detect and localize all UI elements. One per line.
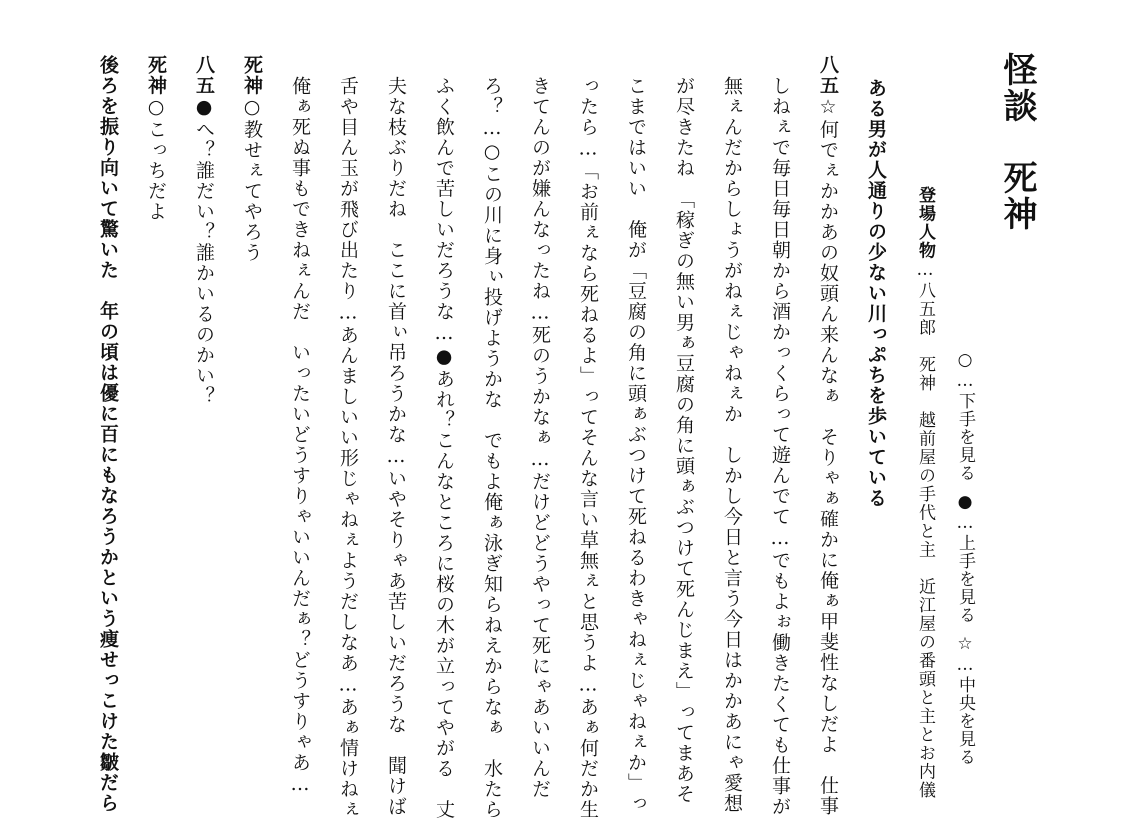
line-text: へ？誰だい？誰かいるのかい？ xyxy=(193,119,215,407)
stage-legend xyxy=(956,350,973,766)
dialogue-line xyxy=(674,76,693,805)
line-text: ったら…「お前ぇなら死ねるよ」ってそんな言い草無ぇと思うよ…あぁ何だか生 xyxy=(577,76,599,820)
legend-item-right: ●…上手を見る xyxy=(955,492,975,624)
line-text: 教せぇてやろう xyxy=(241,119,263,263)
dialogue-line xyxy=(290,76,309,797)
dialogue-line xyxy=(338,76,357,820)
line-text: 夫な枝ぶりだね ここに首ぃ吊ろうかな…いやそりゃあ苦しいだろうな 聞けば xyxy=(385,76,407,817)
speaker-label: 八五● xyxy=(193,55,215,120)
dialogue-line xyxy=(434,76,453,820)
stage-direction: ある男が人通りの少ない川っぷちを歩いている xyxy=(865,78,887,509)
dialogue-line xyxy=(722,76,741,814)
line-text: こっちだよ xyxy=(145,119,167,222)
line-text: きてんのが嫌んなったね…死のうかなぁ…だけどどうやって死にゃあいいんだ xyxy=(529,76,551,800)
dialogue-line xyxy=(626,76,645,814)
dialogue-line xyxy=(818,55,837,817)
line-text: が尽きたね 「稼ぎの無い男ぁ豆腐の角に頭ぁぶつけて死んじまえ」ってまあそ xyxy=(673,76,695,805)
dialogue-line xyxy=(242,55,261,263)
dialogue-line xyxy=(770,76,789,817)
line-text: 俺ぁ死ぬ事もできねぇんだ いったいどうすりゃいいんだぁ？どうすりゃあ… xyxy=(289,76,311,797)
line-text: 無ぇんだからしょうがねぇじゃねぇか しかし今日と言う今日はかかあにゃ愛想 xyxy=(721,76,743,814)
cast-label: 登場人物 xyxy=(915,186,935,260)
legend-item-center: ☆…中央を見る xyxy=(955,634,975,766)
line-text: こまではいい 俺が「豆腐の角に頭ぁぶつけて死ねるわきゃねぇじゃねぇか」っ xyxy=(625,76,647,814)
line-text: しねぇで毎日毎日朝から酒かっくらって遊んでて…でもよぉ働きたくても仕事が xyxy=(769,76,791,817)
speaker-label: 死神○ xyxy=(145,55,167,120)
dialogue-line xyxy=(578,76,597,820)
cast-list xyxy=(916,186,933,800)
dialogue-line xyxy=(386,76,405,817)
dialogue-line xyxy=(194,55,213,407)
line-text: ふく飲んで苦しいだろうな…●あれ？こんなところに桜の木が立ってやがる 丈 xyxy=(433,76,455,820)
legend-item-left: ○…下手を見る xyxy=(955,350,975,482)
dialogue-line xyxy=(482,76,501,820)
line-text: 舌や目ん玉が飛び出たり…あんましいい形じゃねぇようだしなあ…あぁ情けねぇ xyxy=(337,76,359,820)
cast-text: …八五郎 死神 越前屋の手代と主 近江屋の番頭と主とお内儀 xyxy=(915,260,935,800)
speaker-label: 八五☆ xyxy=(817,55,839,120)
line-text: ろ？…○この川に身ぃ投げようかな でもよ俺ぁ泳ぎ知らねえからなぁ 水たら xyxy=(481,76,503,820)
line-text: 何でぇかかあの奴頭ん来んなぁ そりゃぁ確かに俺ぁ甲斐性なしだよ 仕事 xyxy=(817,119,839,817)
dialogue-line xyxy=(530,76,549,800)
dialogue-line xyxy=(146,55,165,222)
page-title: 怪談 死神 xyxy=(997,52,1037,232)
speaker-label: 死神○ xyxy=(241,55,263,120)
stage-direction: 後ろを振り向いて驚いた 年の頃は優に百にもなろうかという痩せっこけた皺だら xyxy=(97,55,119,814)
